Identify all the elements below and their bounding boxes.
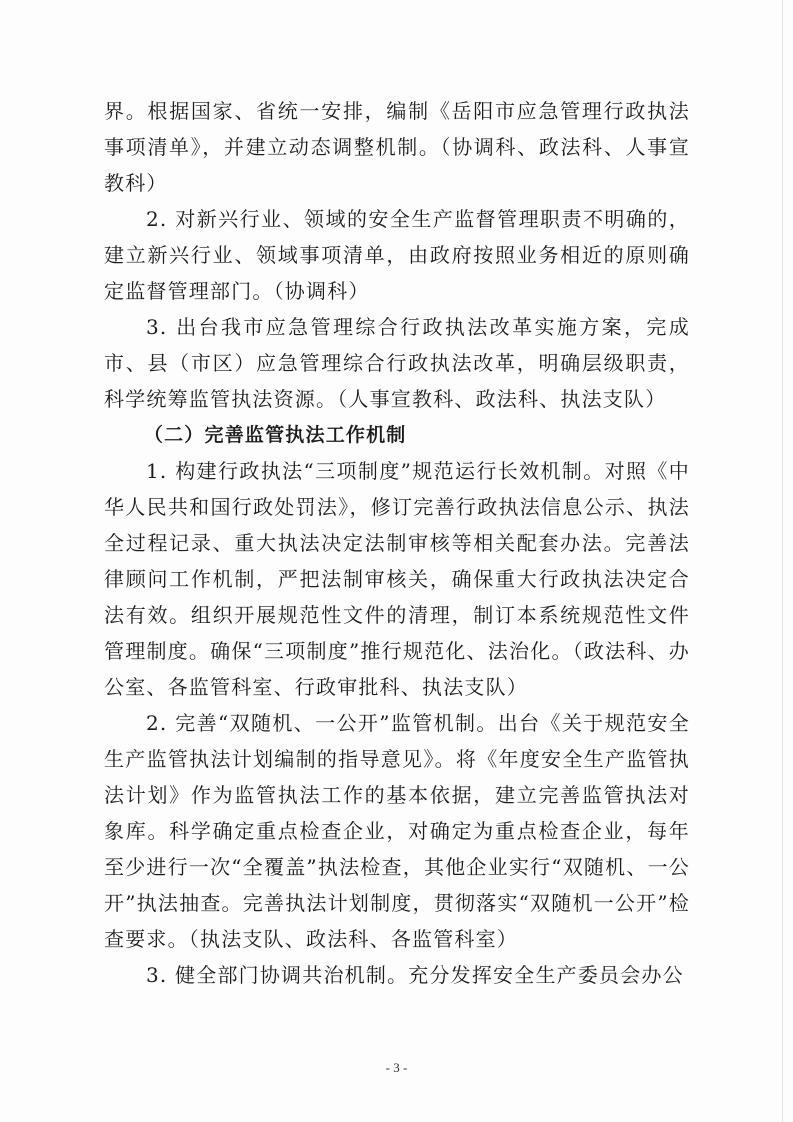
page-number: - 3 - [385,1060,408,1075]
paragraph-item-3: 3. 出台我市应急管理综合行政执法改革实施方案，完成市、县（市区）应急管理综合行政执法改革，明确层级职责，科学统筹监管执法资源。（人事宣教科、政法科、执法支队） [104,315,690,411]
paragraph-continuation: 界。根据国家、省统一安排，编制《岳阳市应急管理行政执法事项清单》，并建立动态调整机制。（协调科、政法科、人事宣教科） [104,99,690,195]
paragraph-item-3-coordination: 3. 健全部门协调共治机制。充分发挥安全生产委员会办公 [146,963,684,987]
paragraph-item-2: 2. 对新兴行业、领域的安全生产监督管理职责不明确的，建立新兴行业、领域事项清单，由政府按照业务相近的原则确定监督管理部门。（协调科） [104,207,690,303]
scan-edge-line [782,0,783,1122]
paragraph-item-1-three-systems: 1. 构建行政执法“三项制度”规范运行长效机制。对照《中华人民共和国行政处罚法》，修订完善行政执法信息公示、执法全过程记录、重大执法决定法制审核等相关配套办法。完善法律顾问工作机制，严把法制审核关，确保重大行政执法决定合法有效。组织开展规范性文件的清理，制订本系统规范性文件管理制度。确保“三项制度”推行规范化、法治化。（政法科、办公室、各监管科室、行政审批科、执法支队） [104,459,690,699]
document-body [104,93,690,993]
section-heading: （二）完善监管执法工作机制 [143,424,407,446]
paragraph-item-2-double-random: 2. 完善“双随机、一公开”监管机制。出台《关于规范安全生产监管执法计划编制的指导意见》。将《年度安全生产监管执法计划》作为监管执法工作的基本依据，建立完善监管执法对象库。科学确定重点检查企业，对确定为重点检查企业，每年至少进行一次“全覆盖”执法检查，其他企业实行“双随机、一公开”执法抽查。完善执法计划制度，贯彻落实“双随机一公开”检查要求。（执法支队、政法科、各监管科室） [104,711,690,951]
